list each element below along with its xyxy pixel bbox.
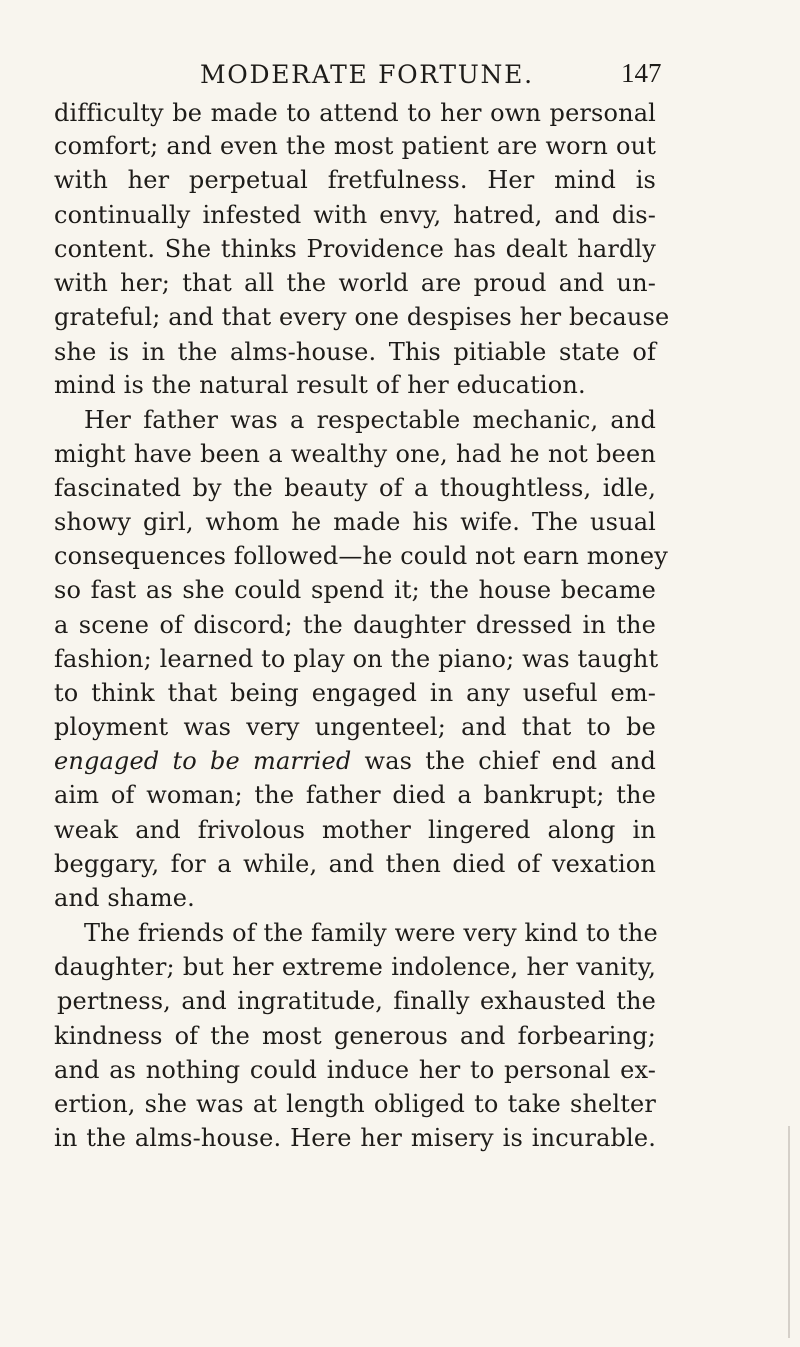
- text-fragment: was the chief end and: [364, 747, 657, 775]
- text-line: consequences followed—he could not earn money: [54, 542, 668, 570]
- text-line: aim of woman; the father died a bankrupt; the: [54, 781, 656, 809]
- text-line: and shame.: [54, 884, 195, 912]
- paragraph-first-line: The friends of the family were very kind to the: [84, 919, 658, 947]
- text-line: with her perpetual fretfulness. Her mind is: [54, 166, 656, 194]
- text-line: comfort; and even the most patient are worn out: [54, 132, 656, 160]
- text-line: so fast as she could spend it; the house became: [54, 576, 656, 604]
- page-edge-shadow: [788, 1126, 790, 1338]
- page-number: 147: [621, 58, 662, 88]
- text-line: grateful; and that every one despises her because: [54, 303, 670, 331]
- text-line: ployment was very ungenteel; and that to be: [54, 713, 656, 741]
- text-line: content. She thinks Providence has dealt hardly: [54, 235, 656, 263]
- text-line: to think that being engaged in any useful em-: [54, 679, 656, 707]
- text-line: continually infested with envy, hatred, and dis-: [54, 201, 656, 229]
- text-line: beggary, for a while, and then died of vexation: [54, 850, 656, 878]
- text-line: fashion; learned to play on the piano; was taught: [54, 645, 659, 673]
- text-line: difficulty be made to attend to her own personal: [54, 99, 656, 127]
- text-line: in the alms-house. Here her misery is incurable.: [54, 1124, 656, 1152]
- text-line: she is in the alms-house. This pitiable state of: [54, 338, 656, 366]
- text-line: weak and frivolous mother lingered along in: [54, 816, 656, 844]
- text-line: pertness, and ingratitude, finally exhausted the: [57, 987, 656, 1015]
- text-line: with her; that all the world are proud and un-: [54, 269, 656, 297]
- italic-phrase: engaged to be married: [54, 747, 352, 775]
- text-line: kindness of the most generous and forbearing;: [54, 1022, 656, 1050]
- text-line: a scene of discord; the daughter dressed in the: [54, 611, 656, 639]
- text-line: mind is the natural result of her education.: [54, 371, 586, 399]
- running-title: MODERATE FORTUNE.: [200, 60, 534, 89]
- text-line: might have been a wealthy one, had he not been: [54, 440, 656, 468]
- text-line: showy girl, whom he made his wife. The usual: [54, 508, 656, 536]
- text-line: fascinated by the beauty of a thoughtless, idle,: [54, 474, 656, 502]
- text-line: ertion, she was at length obliged to take shelter: [54, 1090, 656, 1118]
- paragraph-first-line: Her father was a respectable mechanic, and: [84, 406, 656, 434]
- text-line: and as nothing could induce her to personal ex-: [54, 1056, 656, 1084]
- text-line: daughter; but her extreme indolence, her vanity,: [54, 953, 656, 981]
